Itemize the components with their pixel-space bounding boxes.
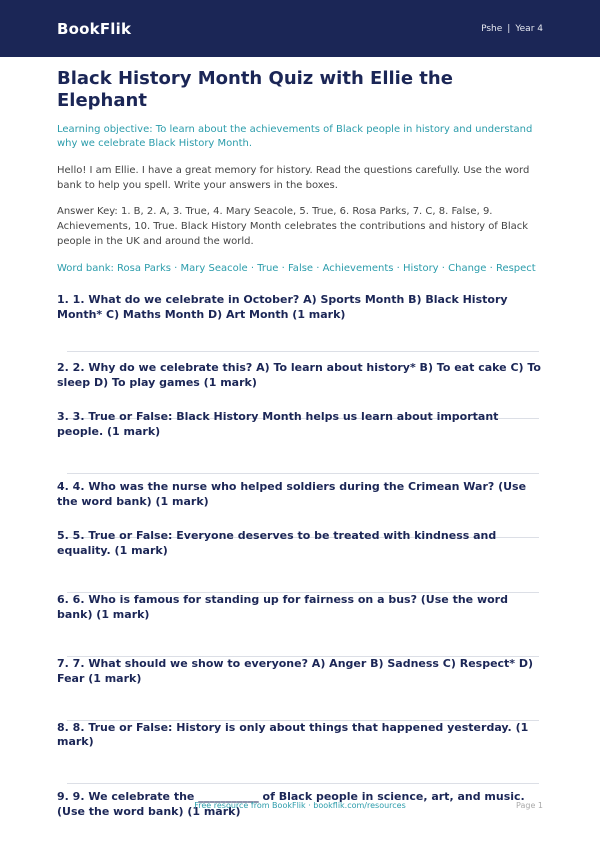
question-7 [57, 657, 543, 721]
question-3 [57, 410, 543, 474]
question-text: 6. 6. Who is famous for standing up for fairness on a bus? (Use the word bank) (1 mark) [57, 592, 508, 621]
intro-text: Hello! I am Ellie. I have a great memory for history. Read the questions carefully. Use the word bank to help you spell. Write your answers in the boxes. [57, 165, 530, 191]
meta-separator: | [507, 23, 511, 34]
question-text: 8. 8. True or False: History is only about things that happened yesterday. (1 mark) [57, 720, 529, 749]
subject-year [481, 24, 543, 34]
answer-box[interactable] [67, 783, 539, 784]
brand-logo[interactable]: BookFlik [57, 19, 132, 38]
question-6 [57, 593, 543, 657]
question-text: 9. 9. We celebrate the ___________ of Black people in science, art, and music. (Use the word bank) (1 mark) [57, 790, 525, 819]
question-8 [57, 721, 543, 785]
question-text: 2. 2. Why do we celebrate this? A) To learn about history* B) To eat cake C) To sleep D) To play games (1 mark) [57, 361, 541, 390]
question-text: 5. 5. True or False: Everyone deserves to be treated with kindness and equality. (1 mark) [57, 528, 497, 557]
page-header [0, 0, 600, 57]
page-title: Black History Month Quiz with Ellie the Elephant [57, 68, 453, 111]
question-5 [57, 529, 543, 593]
question-text: 1. 1. What do we celebrate in October? A) Sports Month B) Black History Month* C) Maths Month D) Art Month (1 mark) [57, 293, 508, 322]
answer-box[interactable] [67, 473, 539, 474]
question-text: 3. 3. True or False: Black History Month helps us learn about important people. (1 mark) [57, 410, 499, 438]
footer-resource-link[interactable]: Free resource from BookFlik · bookflik.com/resources [194, 801, 406, 810]
question-text: 7. 7. What should we show to everyone? A) Anger B) Sadness C) Respect* D) Fear (1 mark) [57, 656, 534, 685]
page-number: Page 1 [516, 801, 543, 810]
page-footer [0, 801, 600, 810]
question-9 [57, 790, 543, 848]
worksheet-content [0, 57, 600, 848]
learning-objective: Learning objective: To learn about the achievements of Black people in history and understand why we celebrate Black History Month. [57, 124, 533, 150]
question-1 [57, 293, 543, 352]
subject-label: Pshe [481, 23, 503, 34]
question-text: 4. 4. Who was the nurse who helped soldiers during the Crimean War? (Use the word bank) (1 mark) [57, 479, 527, 508]
answer-box[interactable] [67, 351, 539, 352]
word-bank: Word bank: Rosa Parks · Mary Seacole · True · False · Achievements · History · Change · Respect [57, 263, 536, 275]
year-label: Year 4 [515, 23, 543, 34]
answer-key: Answer Key: 1. B, 2. A, 3. True, 4. Mary Seacole, 5. True, 6. Rosa Parks, 7. C, 8. False, 9. Achievements, 10. True. Black History Month celebrates the contributions and history of Black people in the UK and around the world. [57, 206, 529, 248]
